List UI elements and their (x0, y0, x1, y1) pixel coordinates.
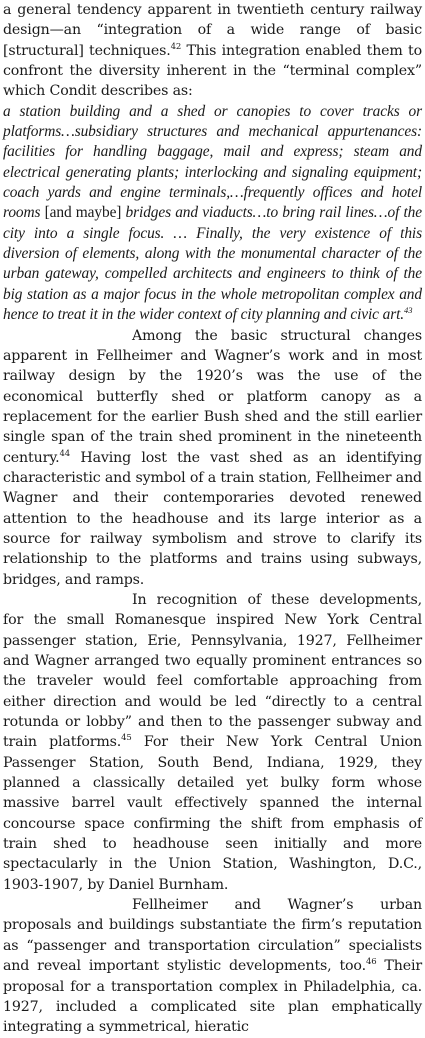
text-run: bridges and viaducts…to bring rail lines…of the city into a single focus. … Finally, the very existence of this diversion of elements, along with the monumental character of the urban gateway, compelled architects and engineers to think of the big station as a major focus in the whole metropolitan complex and hence to treat it in the wider context of city planning and civic art. (3, 204, 422, 324)
text-run: For their New York Central Union Passenger Station, South Bend, Indiana, 1929, they planned a classically detailed yet bulky form whose massive barrel vault effectively spanned the internal concourse space confirming the shift from emphasis of train shed to headhouse seen initially and more spectacularly in the Union Station, Washington, D.C., 1903-1907, by Daniel Burnham. (3, 734, 422, 893)
footnote-ref: 42 (170, 41, 182, 52)
text-run: In recognition of these developments, for the small Romanesque inspired New York Central passenger station, Erie, Pennsylvania, 1927, Fellheimer and Wagner arranged two equally prominent entrances so the traveler would feel comfortable approaching from either direction and would be led “directly to a central rotunda or lobby” and then to the passenger subway and train platforms. (3, 591, 422, 751)
body-paragraph (3, 590, 422, 895)
text-run: Among the basic structural changes apparent in Fellheimer and Wagner’s work and in most railway design by the 1920’s was the use of the economical butterfly shed or platform canopy as a replacement for the earlier Bush shed and the still earlier single span of the train shed prominent in the nineteenth century. (3, 327, 422, 466)
block-quote (3, 102, 422, 326)
footnote-ref: 44 (59, 448, 71, 459)
body-paragraph (3, 895, 422, 1037)
text-run: Having lost the vast shed as an identifying characteristic and symbol of a train station, Fellheimer and Wagner and their contemporaries devoted renewed attention to the headhouse and its large interior as a source for railway symbolism and strove to clarify its relationship to the platforms and trains using subways, bridges, and ramps. (3, 449, 422, 588)
footnote-ref: 46 (365, 957, 377, 968)
body-paragraph (3, 326, 422, 590)
body-paragraph (3, 0, 422, 102)
text-column (3, 0, 422, 1038)
footnote-ref: 43 (404, 305, 413, 316)
editorial-insert: [and maybe] (40, 204, 126, 222)
text-run: This integration enabled them to confront the diversity inherent in the “terminal complex” which Condit describes as: (3, 42, 422, 100)
text-run: Fellheimer and Wagner’s urban proposals and buildings substantiate the firm’s reputation as “passenger and transportation circulation” specialists and reveal important stylistic developments, too. (3, 897, 422, 975)
text-run: a station building and a shed or canopies to cover tracks or platforms…subsidiary structures and mechanical appurtenances: facilities for handling baggage, mail and express; steam and electrical generating plants; interlocking and signaling equipment; coach yards and engine terminals,…frequently offices and hotel rooms (3, 102, 422, 222)
text-run: Their proposal for a transportation complex in Philadelphia, ca. 1927, included a complicated site plan emphatically integrating a symmetrical, hieratic (3, 958, 422, 1036)
footnote-ref: 45 (121, 733, 132, 744)
text-run: a general tendency apparent in twentieth century railway design—an “integration of a wide range of basic [structural] techniques. (3, 2, 422, 59)
